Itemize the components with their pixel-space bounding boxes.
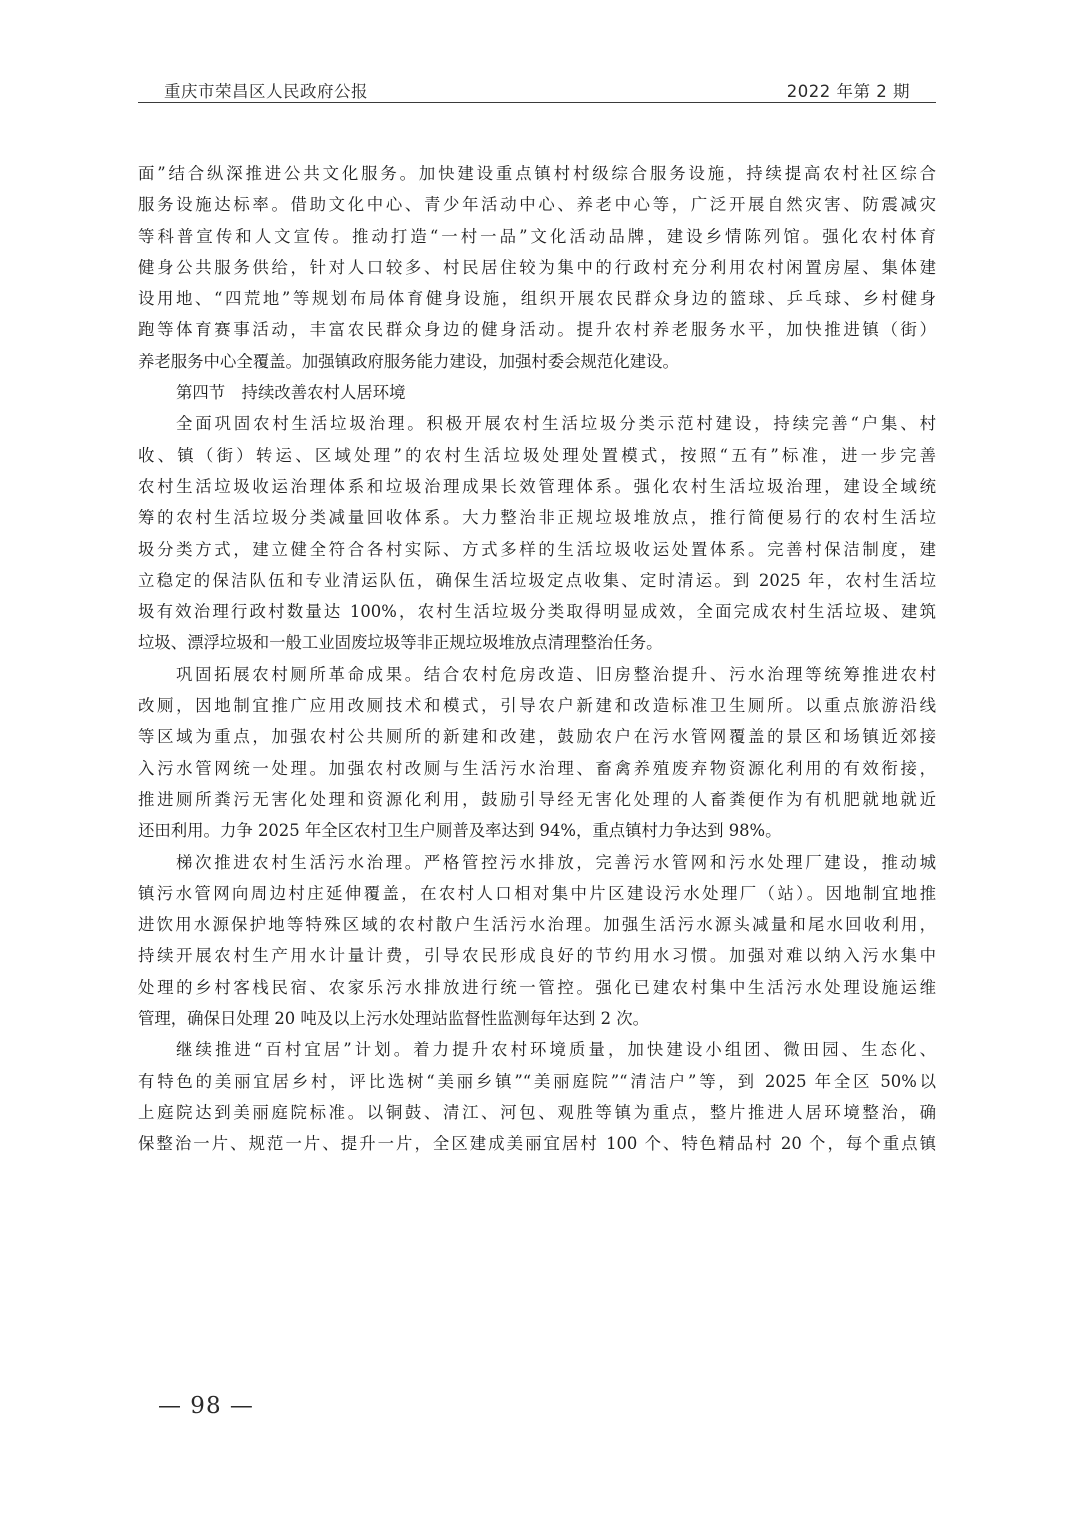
- publication-title: 重庆市荣昌区人民政府公报: [164, 82, 368, 101]
- text-line: 农村生活垃圾收运治理体系和垃圾治理成果长效管理体系。强化农村生活垃圾治理，建设全域统: [138, 476, 936, 496]
- page-number: — 98 —: [158, 1393, 254, 1419]
- text-line: 有特色的美丽宜居乡村，评比选树“美丽乡镇”“美丽庭院”“清洁户”等，到 2025 年全区 50%以: [138, 1071, 936, 1091]
- text-line: 进饮用水源保护地等特殊区域的农村散户生活污水治理。加强生活污水源头减量和尾水回收利用，: [138, 915, 936, 935]
- text-line: 圾分类方式，建立健全符合各村实际、方式多样的生活垃圾收运处置体系。完善村保洁制度，建: [138, 539, 936, 559]
- text-line: 跑等体育赛事活动，丰富农民群众身边的健身活动。提升农村养老服务水平，加快推进镇（街）: [138, 320, 936, 340]
- text-line: 立稳定的保洁队伍和专业清运队伍，确保生活垃圾定点收集、定时清运。到 2025 年，农村生活垃: [138, 570, 936, 590]
- text-line: 垃圾、漂浮垃圾和一般工业固废垃圾等非正规垃圾堆放点清理整治任务。: [138, 633, 663, 653]
- text-line: 服务设施达标率。借助文化中心、青少年活动中心、养老中心等，广泛开展自然灾害、防震减灾: [138, 195, 936, 215]
- text-line: 设用地、“四荒地”等规划布局体育健身设施，组织开展农民群众身边的篮球、乒乓球、乡村健身: [138, 289, 936, 309]
- text-line: 管理，确保日处理 20 吨及以上污水处理站监督性监测每年达到 2 次。: [138, 1009, 650, 1029]
- text-line: 改厕，因地制宜推广应用改厕技术和模式，引导农户新建和改造标准卫生厕所。以重点旅游沿线: [138, 696, 936, 716]
- section-heading: 第四节 持续改善农村人居环境: [176, 383, 406, 403]
- text-line: 健身公共服务供给，针对人口较多、村民居住较为集中的行政村充分利用农村闲置房屋、集体建: [138, 257, 936, 277]
- text-line: 继续推进“百村宜居”计划。着力提升农村环境质量，加快建设小组团、微田园、生态化、: [176, 1040, 936, 1060]
- text-line: 还田利用。力争 2025 年全区农村卫生户厕普及率达到 94%，重点镇村力争达到 98%。: [138, 821, 782, 841]
- text-line: 全面巩固农村生活垃圾治理。积极开展农村生活垃圾分类示范村建设，持续完善“户集、村: [176, 414, 936, 434]
- text-line: 等区域为重点，加强农村公共厕所的新建和改建，鼓励农户在污水管网覆盖的景区和场镇近郊接: [138, 727, 936, 747]
- document-body: [138, 158, 936, 1160]
- text-line: 养老服务中心全覆盖。加强镇政府服务能力建设，加强村委会规范化建设。: [138, 351, 679, 371]
- text-line: 处理的乡村客栈民宿、农家乐污水排放进行统一管控。强化已建农村集中生活污水处理设施运维: [138, 977, 936, 997]
- text-line: 上庭院达到美丽庭院标准。以铜鼓、清江、河包、观胜等镇为重点，整片推进人居环境整治，确: [138, 1102, 936, 1122]
- text-line: 等科普宣传和人文宣传。推动打造“一村一品”文化活动品牌，建设乡情陈列馆。强化农村体育: [138, 226, 936, 246]
- text-line: 保整治一片、规范一片、提升一片，全区建成美丽宜居村 100 个、特色精品村 20 个，每个重点镇: [138, 1134, 936, 1154]
- text-line: 收、镇（街）转运、区域处理”的农村生活垃圾处理处置模式，按照“五有”标准，进一步完善: [138, 445, 936, 465]
- text-line: 面”结合纵深推进公共文化服务。加快建设重点镇村村级综合服务设施，持续提高农村社区综合: [138, 164, 936, 183]
- text-line: 梯次推进农村生活污水治理。严格管控污水排放，完善污水管网和污水处理厂建设，推动城: [176, 852, 936, 872]
- text-line: 圾有效治理行政村数量达 100%，农村生活垃圾分类取得明显成效，全面完成农村生活垃圾、建筑: [138, 602, 936, 622]
- issue-number: 2022 年第 2 期: [786, 82, 910, 101]
- text-line: 巩固拓展农村厕所革命成果。结合农村危房改造、旧房整治提升、污水治理等统筹推进农村: [176, 664, 936, 684]
- text-line: 持续开展农村生产用水计量计费，引导农民形成良好的节约用水习惯。加强对难以纳入污水集中: [138, 946, 936, 966]
- text-line: 筹的农村生活垃圾分类减量回收体系。大力整治非正规垃圾堆放点，推行简便易行的农村生活垃: [138, 508, 936, 528]
- page-header: [138, 78, 936, 103]
- text-line: 镇污水管网向周边村庄延伸覆盖，在农村人口相对集中片区建设污水处理厂（站）。因地制宜地推: [138, 883, 936, 903]
- text-line: 入污水管网统一处理。加强农村改厕与生活污水治理、畜禽养殖废弃物资源化利用的有效衔接，: [138, 758, 936, 778]
- text-line: 推进厕所粪污无害化处理和资源化利用，鼓励引导经无害化处理的人畜粪便作为有机肥就地就近: [138, 789, 936, 809]
